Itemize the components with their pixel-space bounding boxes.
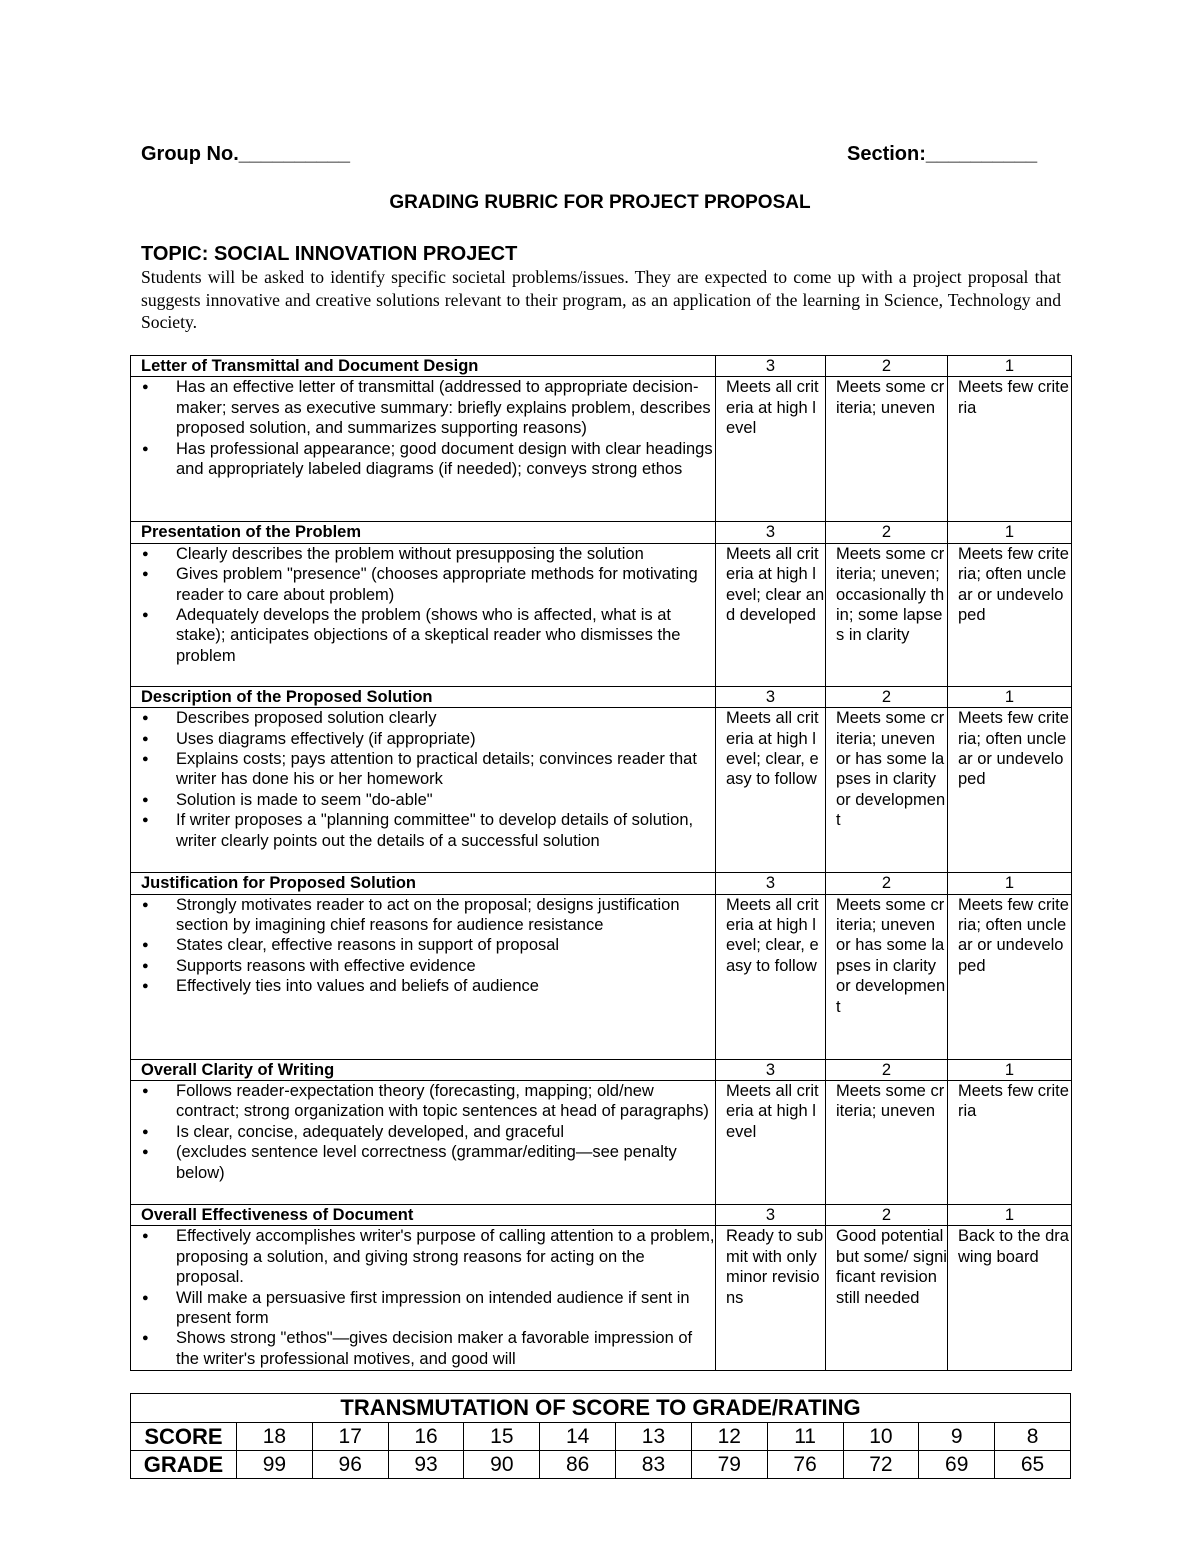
score-value: 17 xyxy=(312,1423,388,1451)
level-description: Meets all criteria at high level; clear and developed xyxy=(716,543,826,686)
score-level-2: 2 xyxy=(826,1205,948,1226)
level-description: Meets all criteria at high level; clear, easy to follow xyxy=(716,708,826,873)
criterion-bullets xyxy=(131,1226,716,1371)
criterion-body-row xyxy=(131,1081,1072,1205)
document-title: GRADING RUBRIC FOR PROJECT PROPOSAL xyxy=(389,192,811,213)
grade-value: 76 xyxy=(767,1451,843,1479)
criterion-bullets xyxy=(131,708,716,873)
criterion-bullet-item: ● Follows reader-expectation theory (forecasting, mapping; old/new contract; strong organization with topic sentences at head of paragraphs) xyxy=(141,1081,715,1122)
level-description: Meets some criteria; uneven or has some lapses in clarity or development xyxy=(826,894,948,1059)
criterion-bullet-item: ● Clearly describes the problem without presupposing the solution xyxy=(141,544,715,564)
score-value: 18 xyxy=(237,1423,313,1451)
score-level-1: 1 xyxy=(948,356,1072,377)
level-description: Meets few criteria; often unclear or undeveloped xyxy=(948,708,1072,873)
criterion-name: Presentation of the Problem xyxy=(131,522,716,543)
grade-value: 86 xyxy=(540,1451,616,1479)
score-value: 14 xyxy=(540,1423,616,1451)
score-level-2: 2 xyxy=(826,873,948,894)
criterion-bullets xyxy=(131,377,716,522)
score-level-3: 3 xyxy=(716,1205,826,1226)
level-description: Meets all criteria at high level xyxy=(716,377,826,522)
score-label: SCORE xyxy=(131,1423,237,1451)
group-number-field: Group No.__________ xyxy=(141,143,350,165)
grade-row xyxy=(131,1451,1071,1479)
score-value: 10 xyxy=(843,1423,919,1451)
section-field: Section:__________ xyxy=(847,143,1038,165)
level-description: Meets some criteria; uneven or has some lapses in clarity or development xyxy=(826,708,948,873)
score-level-1: 1 xyxy=(948,1205,1072,1226)
criterion-header-row xyxy=(131,686,1072,707)
criterion-header-row xyxy=(131,1205,1072,1226)
score-value: 15 xyxy=(464,1423,540,1451)
grade-value: 93 xyxy=(388,1451,464,1479)
criterion-bullet-item: ● Shows strong "ethos"—gives decision maker a favorable impression of the writer's professional motives, and good will xyxy=(141,1328,715,1369)
criterion-bullet-item: ● Will make a persuasive first impression on intended audience if sent in present form xyxy=(141,1288,715,1329)
score-level-2: 2 xyxy=(826,686,948,707)
score-level-1: 1 xyxy=(948,522,1072,543)
grade-value: 90 xyxy=(464,1451,540,1479)
criterion-bullets xyxy=(131,543,716,686)
grade-value: 96 xyxy=(312,1451,388,1479)
criterion-bullet-item: ● Solution is made to seem "do-able" xyxy=(141,790,715,810)
level-description: Meets all criteria at high level; clear, easy to follow xyxy=(716,894,826,1059)
criterion-bullet-item: ● Has an effective letter of transmittal (addressed to appropriate decision-maker; serves as executive summary: briefly explains problem, describes proposed solution, and summarizes supporting reasons) xyxy=(141,377,715,438)
score-level-3: 3 xyxy=(716,1059,826,1080)
score-value: 12 xyxy=(691,1423,767,1451)
grade-value: 83 xyxy=(616,1451,692,1479)
criterion-bullets xyxy=(131,894,716,1059)
criterion-name: Description of the Proposed Solution xyxy=(131,686,716,707)
level-description: Meets few criteria; often unclear or undeveloped xyxy=(948,894,1072,1059)
grade-value: 69 xyxy=(919,1451,995,1479)
criterion-name: Overall Clarity of Writing xyxy=(131,1059,716,1080)
criterion-name: Letter of Transmittal and Document Design xyxy=(131,356,716,377)
criterion-body-row xyxy=(131,377,1072,522)
level-description: Back to the drawing board xyxy=(948,1226,1072,1371)
level-description: Meets few criteria xyxy=(948,1081,1072,1205)
score-level-3: 3 xyxy=(716,686,826,707)
criterion-bullet-item: ● Explains costs; pays attention to practical details; convinces reader that writer has done his or her homework xyxy=(141,749,715,790)
criterion-body-row xyxy=(131,543,1072,686)
criterion-header-row xyxy=(131,873,1072,894)
level-description: Meets few criteria xyxy=(948,377,1072,522)
criterion-bullet-item: ● Has professional appearance; good document design with clear headings and appropriately labeled diagrams (if needed); conveys strong ethos xyxy=(141,439,715,480)
criterion-bullet-item: ● Effectively accomplishes writer's purpose of calling attention to a problem, proposing a solution, and giving strong reasons for acting on the proposal. xyxy=(141,1226,715,1287)
score-value: 11 xyxy=(767,1423,843,1451)
score-row xyxy=(131,1423,1071,1451)
rubric-table xyxy=(130,355,1072,1371)
level-description: Meets some criteria; uneven xyxy=(826,1081,948,1205)
level-description: Meets few criteria; often unclear or undeveloped xyxy=(948,543,1072,686)
criterion-bullet-item: ● Gives problem "presence" (chooses appropriate methods for motivating reader to care about problem) xyxy=(141,564,715,605)
criterion-bullet-item: ● Strongly motivates reader to act on the proposal; designs justification section by imagining chief reasons for audience resistance xyxy=(141,895,715,936)
score-value: 9 xyxy=(919,1423,995,1451)
criterion-bullet-item: ● States clear, effective reasons in support of proposal xyxy=(141,935,715,955)
transmutation-title-row xyxy=(131,1394,1071,1423)
score-level-1: 1 xyxy=(948,873,1072,894)
criterion-name: Justification for Proposed Solution xyxy=(131,873,716,894)
grade-value: 65 xyxy=(995,1451,1071,1479)
criterion-body-row xyxy=(131,1226,1072,1371)
criterion-header-row xyxy=(131,356,1072,377)
score-level-2: 2 xyxy=(826,1059,948,1080)
criterion-body-row xyxy=(131,708,1072,873)
grade-value: 99 xyxy=(237,1451,313,1479)
topic-heading: TOPIC: SOCIAL INNOVATION PROJECT xyxy=(141,243,518,265)
transmutation-table xyxy=(130,1393,1071,1479)
criterion-bullet-item: ● If writer proposes a "planning committee" to develop details of solution, writer clearly points out the details of a successful solution xyxy=(141,810,715,851)
score-value: 8 xyxy=(995,1423,1071,1451)
criterion-bullet-item: ● Adequately develops the problem (shows who is affected, what is at stake); anticipates objections of a skeptical reader who dismisses the problem xyxy=(141,605,715,666)
criterion-body-row xyxy=(131,894,1072,1059)
grade-label: GRADE xyxy=(131,1451,237,1479)
grade-value: 79 xyxy=(691,1451,767,1479)
level-description: Meets some criteria; uneven; occasionally thin; some lapses in clarity xyxy=(826,543,948,686)
criterion-header-row xyxy=(131,1059,1072,1080)
level-description: Ready to submit with only minor revisions xyxy=(716,1226,826,1371)
criterion-bullet-item: ● Is clear, concise, adequately developed, and graceful xyxy=(141,1122,715,1142)
criterion-bullet-item: ● Effectively ties into values and beliefs of audience xyxy=(141,976,715,996)
score-level-3: 3 xyxy=(716,356,826,377)
score-value: 13 xyxy=(616,1423,692,1451)
criterion-name: Overall Effectiveness of Document xyxy=(131,1205,716,1226)
score-level-3: 3 xyxy=(716,522,826,543)
score-level-2: 2 xyxy=(826,356,948,377)
level-description: Meets some criteria; uneven xyxy=(826,377,948,522)
criterion-bullet-item: ● Uses diagrams effectively (if appropriate) xyxy=(141,729,715,749)
criterion-header-row xyxy=(131,522,1072,543)
score-level-1: 1 xyxy=(948,686,1072,707)
level-description: Meets all criteria at high level xyxy=(716,1081,826,1205)
grade-value: 72 xyxy=(843,1451,919,1479)
criterion-bullet-item: ● Supports reasons with effective evidence xyxy=(141,956,715,976)
score-level-3: 3 xyxy=(716,873,826,894)
score-level-1: 1 xyxy=(948,1059,1072,1080)
intro-paragraph: Students will be asked to identify specific societal problems/issues. They are expected to come up with a project proposal that suggests innovative and creative solutions relevant to their program, as an application of the learning in Science, Technology and Society. xyxy=(141,267,1061,332)
criterion-bullet-item: ● (excludes sentence level correctness (grammar/editing—see penalty below) xyxy=(141,1142,715,1183)
score-value: 16 xyxy=(388,1423,464,1451)
transmutation-title: TRANSMUTATION OF SCORE TO GRADE/RATING xyxy=(131,1394,1071,1423)
level-description: Good potential but some/ significant revision still needed xyxy=(826,1226,948,1371)
criterion-bullets xyxy=(131,1081,716,1205)
score-level-2: 2 xyxy=(826,522,948,543)
criterion-bullet-item: ● Describes proposed solution clearly xyxy=(141,708,715,728)
